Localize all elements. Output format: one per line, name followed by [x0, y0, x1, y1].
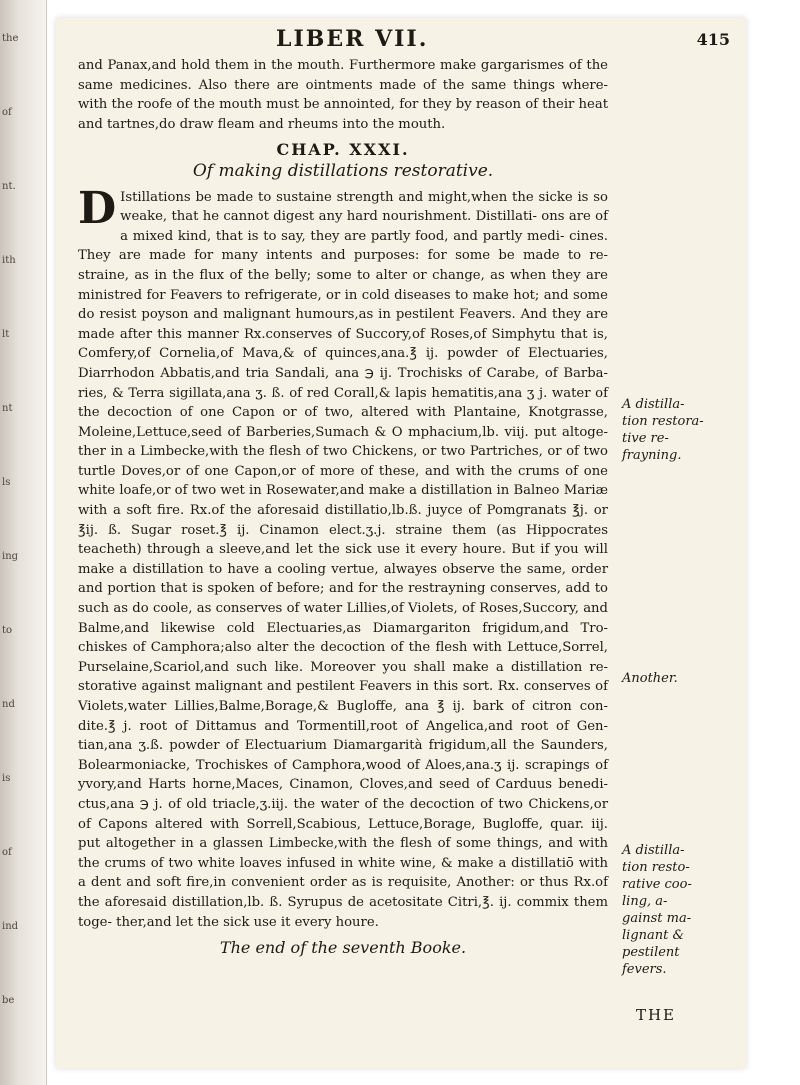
chapter-title: Of making distillations restorative.: [192, 160, 494, 181]
margin-note-line: A distilla-: [622, 397, 685, 412]
margin-note-line: tion resto-: [622, 860, 690, 875]
facing-page-fragment: is: [2, 773, 11, 784]
facing-page-fragment: ls: [2, 477, 11, 488]
text-line: dite.℥ j. root of Dittamus and Tormentill,root of Angelica,and root of Gen-: [78, 718, 608, 734]
text-line: the crums of two white loaves infused in white wine, & make a distillatiō with: [78, 855, 608, 871]
page-header: [56, 26, 746, 54]
facing-page-fragment: ith: [2, 255, 16, 266]
margin-note-line: pestilent: [622, 945, 680, 960]
text-line: the same medicines. Also there are ointments made of the same things where-: [78, 58, 608, 93]
text-line: tian,ana ʒ.ß. powder of Electuarium Diamargarità frigidum,all the Saunders,: [78, 738, 608, 754]
margin-note-line: A distilla-: [622, 843, 685, 858]
text-line: ries, & Terra sigillata,ana ʒ. ß. of red Corall,& lapis hematitis,ana ʒ j. water: [78, 385, 596, 401]
text-line: teacheth) through a sleeve,and let the sick use it every houre. But if you will: [78, 542, 608, 558]
text-line: ministred for Feavers to refrigerate, or in cold diseases to make hot; and some: [78, 287, 608, 303]
text-line: made after this manner Rx.conserves of Succory,of Roses,of Simphytu that is,: [78, 326, 608, 342]
margin-note-another: [622, 670, 740, 687]
margin-note-line: gainst ma-: [622, 911, 692, 926]
text-line: a dent and soft fire,in convenient order as is requisite, Another: or thus Rx.of the: [78, 875, 608, 910]
facing-page-fragment: lt: [2, 329, 10, 340]
main-paragraph: [78, 182, 608, 933]
margin-note-line: tion restora-: [622, 414, 704, 429]
drop-cap: D: [78, 182, 117, 234]
text-line: and Balme,and likewise cold Electuaries,as Diamargariton frigidum,and Tro-: [78, 601, 608, 636]
text-line: aforesaid distillation,lb. ß. Syrupus de acetositate Citri,℥. ij. commix them toge-: [78, 894, 608, 930]
text-line: and tartnes,do draw fleam and rheums into the mouth.: [78, 116, 446, 132]
text-line: two turtle Doves,or of one Capon,or of more of these, and with the crums of: [78, 444, 608, 479]
margin-note-line: ling, a-: [622, 894, 668, 909]
text-line: Comfery,of Cornelia,of Mava,& of quinces,ana.℥ ij. powder of Electuaries,: [78, 346, 608, 362]
text-line: put altogether in a glassen Limbecke,with the flesh of some things, and with: [78, 836, 608, 852]
margin-note-line: lignant &: [622, 928, 685, 943]
text-line: ctus,ana ℈ j. of old triacle,ʒ.iij. the water of the decoction of two Chickens,or: [78, 796, 608, 812]
text-line: chiskes of Camphora;also alter the decoction of the flesh with Lettuce,Sorrel,: [78, 640, 608, 656]
margin-note-line: Another.: [622, 671, 678, 686]
chapter-heading: CHAP. XXXI.: [276, 140, 410, 160]
margin-note-line: frayning.: [622, 448, 682, 463]
text-line: cines. They are made for many intents and purposes: for some be made to re-: [78, 228, 608, 264]
text-line: ℥j. or ℥ij. ß. Sugar roset.℥ ij. Cinamon elect.ʒ.j. straine them (as Hippocrates: [78, 503, 608, 538]
facing-page-fragment: the: [2, 33, 19, 44]
running-head: LIBER VII.: [276, 26, 429, 52]
text-line: with the roofe of the mouth must be annointed, for they by reason of their heat: [78, 97, 608, 113]
text-line: straine, as in the flux of the belly; some to alter or change, as when they are: [78, 267, 608, 283]
text-line: and portion that is spoken of before; and for the restrayning conserves, add: [78, 581, 595, 597]
margin-note-line: fevers.: [622, 962, 667, 977]
text-line: and Panax,and hold them in the mouth. Furthermore make gargarismes of: [78, 58, 587, 73]
facing-page-fragment: ind: [2, 921, 19, 932]
text-line: one white loafe,or of two wet in Rosewater,and make a distillation in Balneo: [78, 463, 608, 499]
catchword: THE: [635, 1006, 676, 1024]
facing-page-fragment: nt: [2, 403, 13, 414]
text-line: sicke is so weake, that he cannot digest any hard nourishment. Distillati-: [120, 189, 608, 225]
facing-page-fragment: be: [2, 995, 15, 1006]
margin-note-line: tive re-: [622, 431, 669, 446]
text-line: Purselaine,Scariol,and such like. Moreover you shall make a distillation re-: [78, 659, 608, 675]
facing-page-edge: [0, 0, 47, 1085]
text-line: Moleine,Lettuce,seed of Barberies,Sumach & O mphacium,lb. viij. put altoge-: [78, 424, 608, 440]
text-line: Diarrhodon Abbatis,and tria Sandali, ana ℈ ij. Trochisks of Carabe, of Barba-: [78, 365, 608, 381]
facing-page-fragment: of: [2, 107, 12, 118]
text-line: of Capons altered with Sorrell,Scabious, Lettuce,Borage, Bugloffe, quar. iij.: [78, 816, 608, 832]
text-line: yvory,and Harts horne,Maces, Cinamon, Cloves,and seed of Carduus benedi-: [78, 777, 608, 793]
main-text-column: [78, 56, 608, 958]
book-end-line: The end of the seventh Booke.: [219, 938, 467, 958]
facing-page-fragment: nd: [2, 699, 15, 710]
margin-note-pestilent: [622, 842, 740, 978]
text-line: ther,and let the sick use it every houre.: [116, 914, 379, 930]
text-line: Mariæ with a soft fire. Rx.of the aforesaid distillatio,lb.ß. juyce of Pomgranats: [78, 483, 608, 519]
margin-note-restorative: [622, 396, 740, 464]
text-line: Bolearmoniacke, Trochiskes of Camphora,wood of Aloes,ana.ʒ ij. scrapings of: [78, 757, 608, 773]
opening-paragraph: [78, 56, 608, 134]
facing-page-fragment: of: [2, 847, 12, 858]
text-line: ther in a Limbecke,with the flesh of two Chickens, or two Partriches, or of: [78, 444, 584, 460]
text-line: storative against malignant and pestilent Feavers in this sort. Rx. conserves of: [78, 679, 608, 695]
text-line: to such as do coole, as conserves of water Lillies,of Violets, of Roses,Succory,: [78, 581, 608, 617]
facing-page-fragment: ing: [2, 551, 19, 562]
text-line: Violets,water Lillies,Balme,Borage,& Bugloffe, ana ℥ ij. bark of citron con-: [78, 699, 608, 714]
text-line: Istillations be made to sustaine strength and might,when the: [120, 189, 539, 205]
page-number: 415: [696, 30, 730, 49]
text-line: ons are of a mixed kind, that is to say, they are partly food, and partly medi-: [120, 209, 608, 244]
text-line: make a distillation to have a cooling vertue, alwayes observe the same, order: [78, 561, 608, 577]
text-line: of the decoction of one Capon or of two, altered with Plantaine, Knotgrasse,: [78, 385, 608, 421]
book-page: [56, 18, 746, 1068]
text-line: do resist poyson and malignant humours,as in pestilent Feavers. And they are: [78, 307, 608, 323]
margin-note-line: rative coo-: [622, 877, 692, 892]
facing-page-fragment: nt.: [2, 181, 16, 192]
facing-page-fragment: to: [2, 625, 13, 636]
